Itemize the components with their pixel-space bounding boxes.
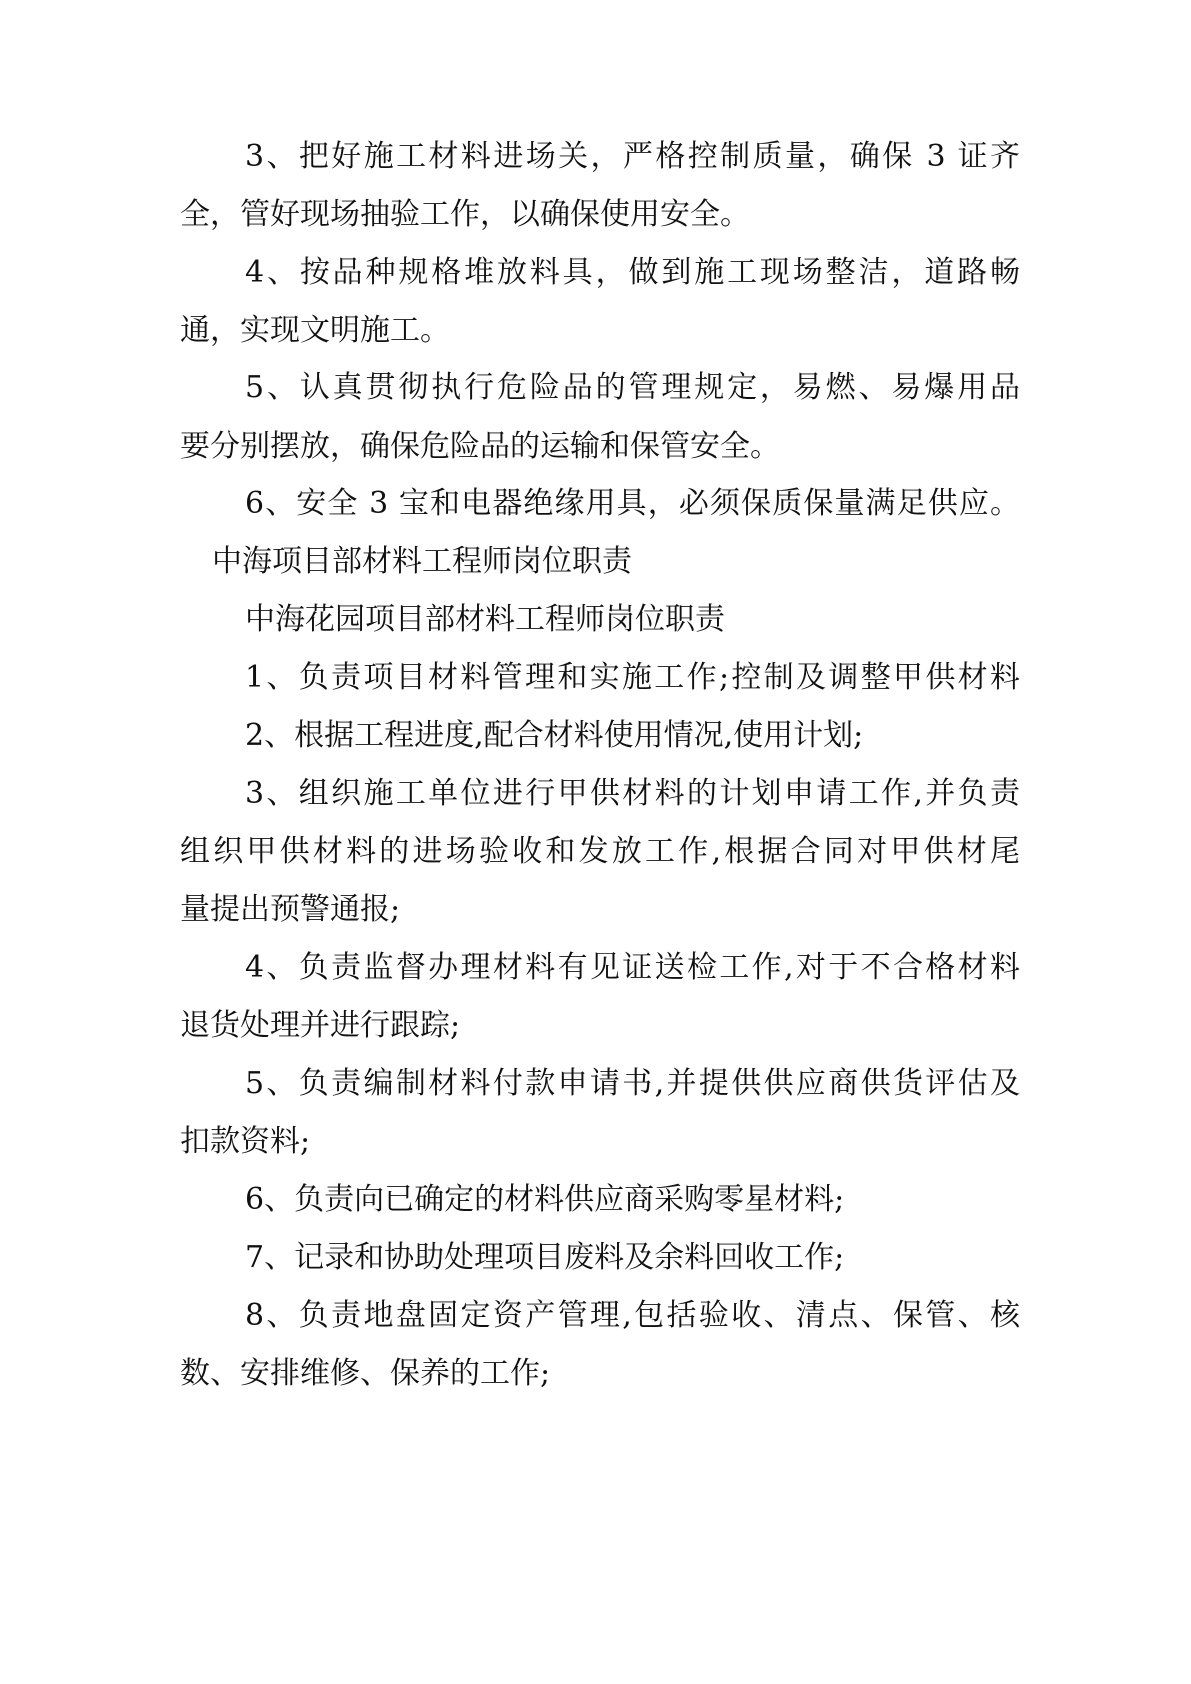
paragraph-line: 4、按品种规格堆放料具，做到施工现场整洁，道路畅 bbox=[245, 255, 1020, 290]
paragraph-line: 4、负责监督办理材料有见证送检工作,对于不合格材料 bbox=[245, 950, 1020, 985]
section-heading: 中海项目部材料工程师岗位职责 bbox=[212, 544, 632, 579]
section-subheading: 中海花园项目部材料工程师岗位职责 bbox=[245, 602, 725, 637]
paragraph-line: 数、安排维修、保养的工作; bbox=[180, 1356, 551, 1391]
paragraph-line: 要分别摆放，确保危险品的运输和保管安全。 bbox=[180, 429, 780, 464]
paragraph-line: 6、安全 3 宝和电器绝缘用具，必须保质保量满足供应。 bbox=[245, 486, 1020, 521]
paragraph-line: 5、认真贯彻执行危险品的管理规定，易燃、易爆用品 bbox=[245, 370, 1020, 405]
paragraph-line: 量提出预警通报; bbox=[180, 892, 401, 927]
paragraph-line: 3、把好施工材料进场关，严格控制质量，确保 3 证齐 bbox=[245, 139, 1020, 174]
paragraph-line: 8、负责地盘固定资产管理,包括验收、清点、保管、核 bbox=[245, 1298, 1020, 1333]
paragraph-line: 退货处理并进行跟踪; bbox=[180, 1008, 461, 1043]
paragraph-line: 2、根据工程进度,配合材料使用情况,使用计划; bbox=[245, 718, 864, 753]
paragraph-line: 7、记录和协助处理项目废料及余料回收工作; bbox=[245, 1240, 845, 1275]
paragraph-line: 组织甲供材料的进场验收和发放工作,根据合同对甲供材尾 bbox=[180, 834, 1020, 869]
paragraph-line: 5、负责编制材料付款申请书,并提供供应商供货评估及 bbox=[245, 1066, 1020, 1101]
paragraph-line: 6、负责向已确定的材料供应商采购零星材料; bbox=[245, 1182, 845, 1217]
paragraph-line: 扣款资料; bbox=[180, 1124, 311, 1159]
paragraph-line: 全，管好现场抽验工作，以确保使用安全。 bbox=[180, 197, 750, 232]
paragraph-line: 1、负责项目材料管理和实施工作;控制及调整甲供材料 bbox=[245, 660, 1020, 695]
paragraph-line: 3、组织施工单位进行甲供材料的计划申请工作,并负责 bbox=[245, 776, 1020, 811]
paragraph-line: 通，实现文明施工。 bbox=[180, 313, 450, 348]
